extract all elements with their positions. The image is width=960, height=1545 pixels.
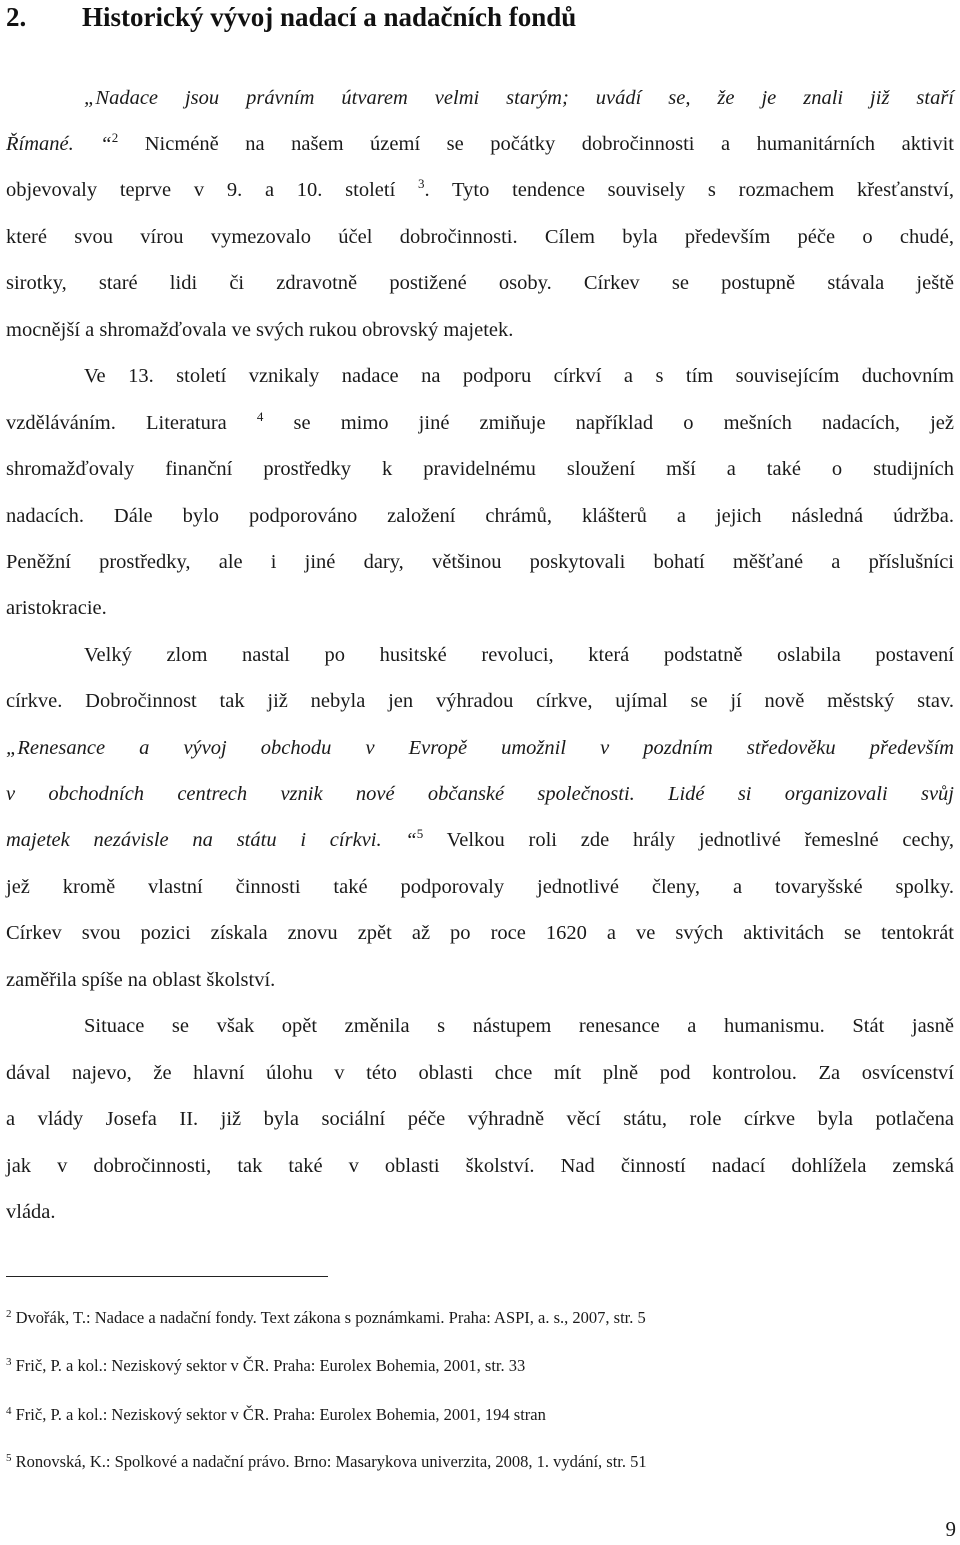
footnote-ref: 3 bbox=[418, 176, 425, 191]
text-line: „Nadace jsou právním útvarem velmi starým; uvádí se, že je znali již staří bbox=[84, 87, 954, 109]
text-line: Římané. “$^2$ Nicméně na našem území se počátky dobročinnosti a humanitárních aktivit bbox=[6, 130, 954, 155]
text-line: mocnější a shromažďovala ve svých rukou obrovský majetek. bbox=[6, 319, 514, 341]
text-line: aristokracie. bbox=[6, 597, 107, 619]
footnote-ref: 2 bbox=[111, 130, 119, 145]
chapter-heading bbox=[6, 0, 576, 34]
chapter-title: Historický vývoj nadací a nadačních fondů bbox=[82, 2, 577, 32]
text-line: sirotky, staré lidi či zdravotně postižené osoby. Církev se postupně stávala ještě bbox=[6, 272, 954, 294]
text-line: shromažďovaly finanční prostředky k pravidelnému sloužení mší a také o studijních bbox=[6, 458, 954, 480]
footnote-separator bbox=[6, 1276, 328, 1277]
footnote-number: 4 bbox=[6, 1405, 12, 1417]
footnote: $^5$ Ronovská, K.: Spolkové a nadační právo. Brno: Masarykova univerzita, 2008, 1. vydání, str. 51 bbox=[6, 1452, 647, 1471]
footnote: $^2$ Dvořák, T.: Nadace a nadační fondy. Text zákona s poznámkami. Praha: ASPI, a. s., 2007, str. 5 bbox=[6, 1308, 646, 1327]
text-line: vzděláváním. Literatura $^4$ se mimo jiné zmiňuje například o mešních nadacích, jež bbox=[6, 409, 954, 434]
text-line: Církev svou pozici získala znovu zpět až po roce 1620 a ve svých aktivitách se tentokrát bbox=[6, 922, 954, 944]
footnote-number: 5 bbox=[6, 1452, 12, 1464]
text-line: vláda. bbox=[6, 1201, 56, 1223]
text-line: Situace se však opět změnila s nástupem renesance a humanismu. Stát jasně bbox=[84, 1015, 954, 1037]
footnote-ref: 4 bbox=[256, 409, 264, 424]
text-line: nadacích. Dále bylo podporováno založení chrámů, klášterů a jejich následná údržba. bbox=[6, 505, 954, 527]
text-line: Peněžní prostředky, ale i jiné dary, většinou poskytovali bohatí měšťané a příslušníci bbox=[6, 551, 954, 573]
text-line: a vlády Josefa II. již byla sociální péče výhradně věcí státu, role církve byla potlačena bbox=[6, 1108, 954, 1130]
text-line: v obchodních centrech vznik nové občanské společnosti. Lidé si organizovali svůj bbox=[6, 783, 954, 805]
text-line: zaměřila spíše na oblast školství. bbox=[6, 969, 276, 991]
footnote-number: 3 bbox=[6, 1356, 12, 1368]
footnote-number: 2 bbox=[6, 1308, 12, 1320]
text-line: církve. Dobročinnost tak již nebyla jen výhradou církve, ujímal se jí nově městský stav. bbox=[6, 690, 954, 712]
text-line: jak v dobročinnosti, tak také v oblasti školství. Nad činností nadací dohlížela zemská bbox=[6, 1155, 954, 1177]
text-line: dával najevo, že hlavní úlohu v této oblasti chce mít plně pod kontrolou. Za osvícenství bbox=[6, 1062, 954, 1084]
text-line: majetek nezávisle na státu i církvi. “$^5$ Velkou roli zde hrály jednotlivé řemeslné cechy, bbox=[6, 826, 954, 851]
footnote: $^3$ Frič, P. a kol.: Neziskový sektor v ČR. Praha: Eurolex Bohemia, 2001, str. 33 bbox=[6, 1356, 526, 1375]
text-line: jež kromě vlastní činnosti také podporovaly jednotlivé členy, a tovaryšské spolky. bbox=[6, 876, 954, 898]
text-line: objevovaly teprve v 9. a 10. století $^3$. Tyto tendence souvisely s rozmachem křesťanství, bbox=[6, 176, 954, 201]
text-line: „Renesance a vývoj obchodu v Evropě umožnil v pozdním středověku především bbox=[6, 737, 954, 759]
page-number: 9 bbox=[945, 1517, 956, 1541]
chapter-number: 2. bbox=[6, 2, 27, 32]
footnote: $^4$ Frič, P. a kol.: Neziskový sektor v ČR. Praha: Eurolex Bohemia, 2001, 194 stran bbox=[6, 1405, 546, 1424]
text-line: které svou vírou vymezovalo účel dobročinnosti. Cílem byla především péče o chudé, bbox=[6, 226, 954, 248]
text-line: Velký zlom nastal po husitské revoluci, která podstatně oslabila postavení bbox=[84, 644, 954, 666]
text-line: Ve 13. století vznikaly nadace na podporu církví a s tím souvisejícím duchovním bbox=[84, 365, 954, 387]
footnote-ref: 5 bbox=[416, 826, 424, 841]
